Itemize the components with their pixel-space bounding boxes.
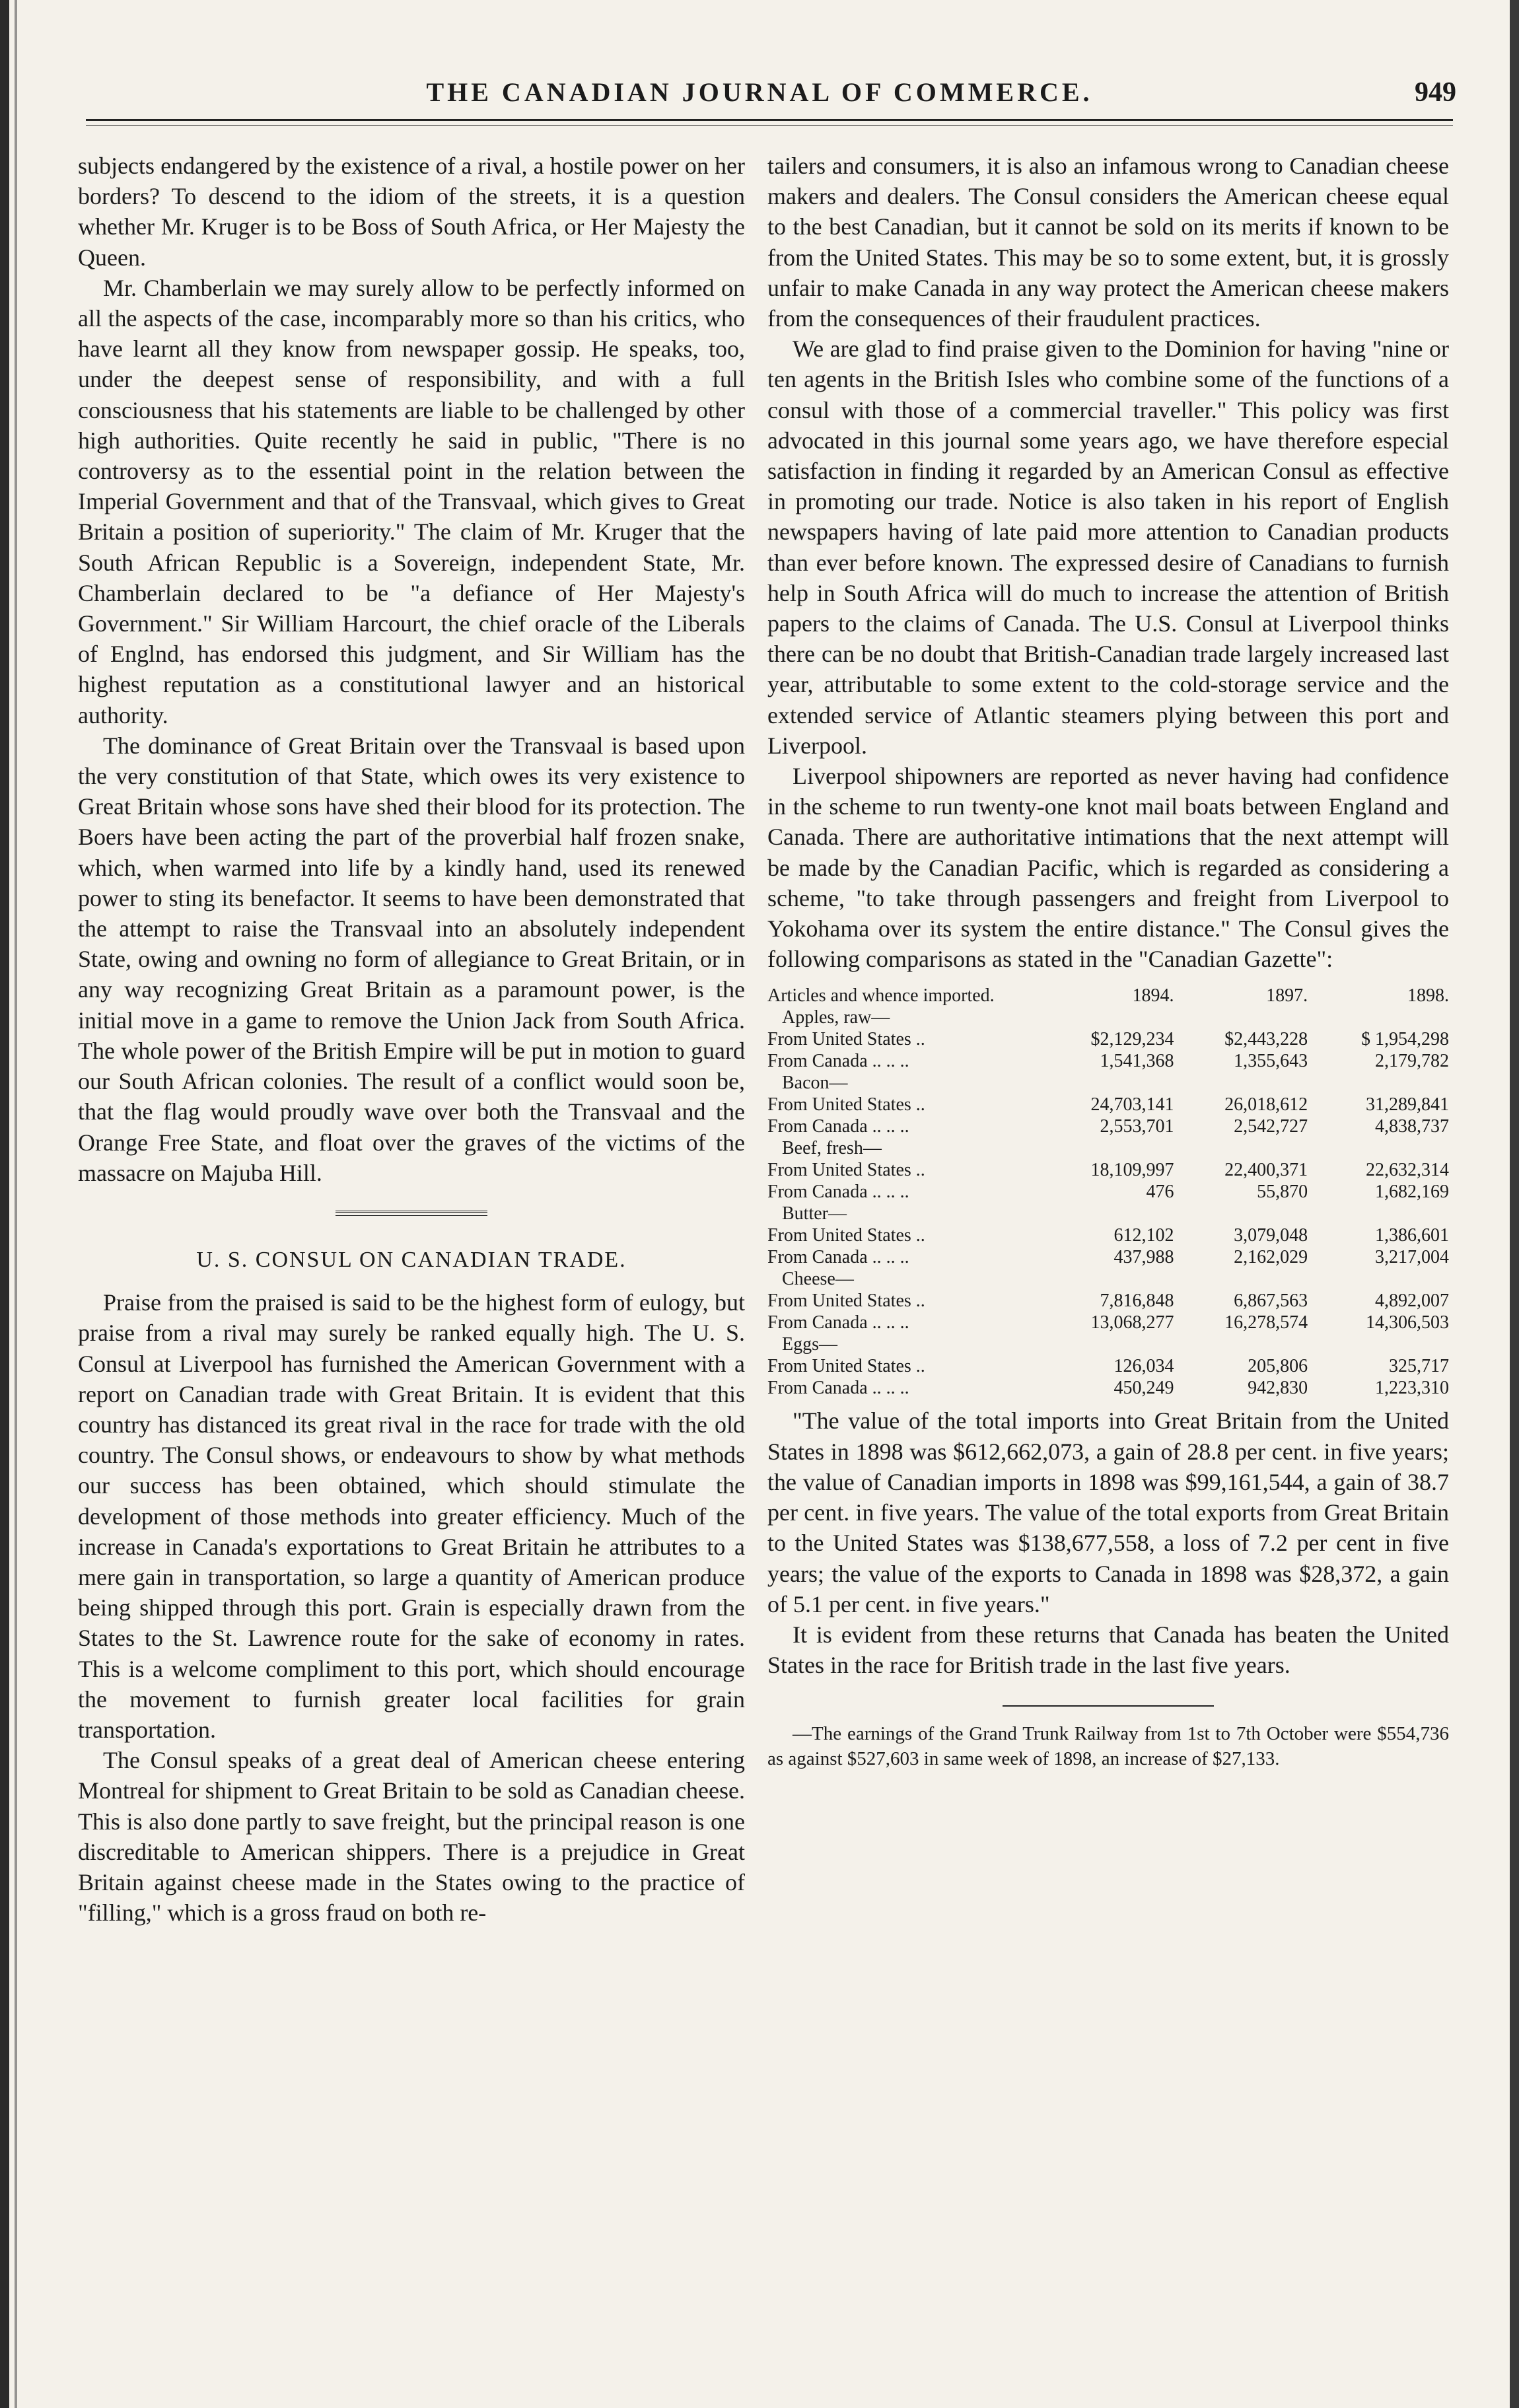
table-row xyxy=(767,1246,1449,1268)
article-paragraph: Praise from the praised is said to be the highest form of eulogy, but praise from a rival may surely be ranked equally high. The U. S. Consul at Liverpool has furnished the American Government with a report on Canadian trade with Great Britain. It is evident that this country has distanced its great rival in the race for trade with the old country. The Consul shows, or endeavours to show by what methods our success has been obtained, which should stimulate the development of those methods into greater efficiency. Much of the increase in Canada's exportations to Great Britain he attributes to a mere gain in transportation, so large a quantity of American produce being shipped through this port. Grain is especially drawn from the States to the St. Lawrence route for the sake of economy in rates. This is a welcome compliment to this port, which should encourage the movement to furnish greater local facilities for grain transportation. xyxy=(78,1289,745,1743)
trade-comparison-table xyxy=(767,985,1449,1399)
article-paragraph: The Consul speaks of a great deal of American cheese entering Montreal for shipment to Great Britain to be sold as Canadian cheese. This is also done partly to save freight, but the principal reason is one discreditable to American shippers. There is a prejudice in Great Britain against cheese made in the States owing to the practice of "filling," which is a gross fraud on both re- xyxy=(78,1747,745,1927)
table-row xyxy=(767,1159,1449,1181)
article-paragraph: Mr. Chamberlain we may surely allow to be perfectly informed on all the aspects of the case, incomparably more so than his critics, who have learnt all they know from newspaper gossip. He speaks, too, under the deepest sense of responsibility, and with a full consciousness that his statements are liable to be challenged by other high authorities. Quite recently he said in public, "There is no controversy as to the essential point in the relation between the Imperial Government and that of the Transvaal, which gives to Great Britain a position of superiority." The claim of Mr. Kruger that the South African Republic is a Sovereign, independent State, Mr. Chamberlain declared to be "a defiance of Her Majesty's Government." Sir William Harcourt, the chief oracle of the Liberals of Englnd, has endorsed this judgment, and Sir William has the highest reputation as a constitutional lawyer and an historical authority. xyxy=(78,274,745,728)
table-row xyxy=(767,1224,1449,1246)
table-cell: 22,632,314 xyxy=(1366,1160,1449,1181)
page-header xyxy=(0,77,1519,123)
table-category: Bacon— xyxy=(782,1073,848,1094)
table-row-label: From United States .. xyxy=(767,1356,925,1377)
table-cell: 22,400,371 xyxy=(1224,1160,1308,1181)
article-paragraph: It is evident from these returns that Canada has beaten the United States in the race for British trade in the last five years. xyxy=(767,1621,1449,1679)
table-row-label: From Canada .. .. .. xyxy=(767,1312,909,1333)
footnote: —The earnings of the Grand Trunk Railway from 1st to 7th October were $554,736 as against $527,603 in same week of 1898, an increase of $27,133. xyxy=(767,1723,1449,1770)
table-cell: $ 1,954,298 xyxy=(1361,1029,1449,1050)
table-row-label: From Canada .. .. .. xyxy=(767,1051,909,1072)
table-category: Butter— xyxy=(782,1203,847,1224)
table-category: Beef, fresh— xyxy=(782,1138,882,1159)
table-header: 1898. xyxy=(1407,985,1449,1007)
section-divider xyxy=(336,1211,487,1216)
table-category: Cheese— xyxy=(782,1269,854,1290)
table-cell: 2,179,782 xyxy=(1375,1051,1449,1072)
table-row-label: From United States .. xyxy=(767,1291,925,1312)
table-cell: 3,079,048 xyxy=(1234,1225,1308,1246)
table-row xyxy=(767,1050,1449,1072)
table-cell: 2,553,701 xyxy=(1100,1116,1174,1137)
table-cell: 612,102 xyxy=(1113,1225,1174,1246)
article-paragraph: The dominance of Great Britain over the Transvaal is based upon the very constitution of that State, which owes its very existence to Great Britain whose sons have shed their blood for its protection. The Boers have been acting the part of the proverbial half frozen snake, which, when warmed into life by a kindly hand, used its renewed power to sting its benefactor. It seems to have been demonstrated that the attempt to raise the Transvaal into an absolutely independent State, owing and owning no form of allegiance to Great Britain, or in any way recognizing Great Britain as a paramount power, is the initial move in a game to remove the Union Jack from South Africa. The whole power of the British Empire will be put in motion to guard our South African colonies. The result of a conflict would soon be, that the flag would proudly wave over both the Transvaal and the Orange Free State, and float over the graves of the victims of the massacre on Majuba Hill. xyxy=(78,732,745,1186)
article-paragraph: "The value of the total imports into Great Britain from the United States in 1898 was $612,662,073, a gain of 28.8 per cent. in five years; the value of Canadian imports in 1898 was $99,161,544, a gain of 38.7 per cent. in five years. The value of the total exports from Great Britain to the United States was $138,677,558, a loss of 7.2 per cent in five years; the value of the exports to Canada in 1898 was $28,372, a gain of 5.1 per cent. in five years." xyxy=(767,1407,1449,1617)
table-category-row xyxy=(767,1268,1449,1290)
table-row xyxy=(767,1377,1449,1399)
table-category: Apples, raw— xyxy=(782,1007,890,1028)
table-cell: 4,838,737 xyxy=(1375,1116,1449,1137)
header-rule xyxy=(86,119,1453,121)
table-cell: 450,249 xyxy=(1113,1378,1174,1399)
table-cell: 18,109,997 xyxy=(1090,1160,1174,1181)
table-category-row xyxy=(767,1072,1449,1094)
table-cell: 1,223,310 xyxy=(1375,1378,1449,1399)
table-row-label: From Canada .. .. .. xyxy=(767,1378,909,1399)
journal-title: THE CANADIAN JOURNAL OF COMMERCE. xyxy=(426,77,1093,107)
table-row xyxy=(767,1181,1449,1203)
table-row-label: From Canada .. .. .. xyxy=(767,1116,909,1137)
table-category-row xyxy=(767,1007,1449,1028)
table-row xyxy=(767,1355,1449,1377)
table-row xyxy=(767,1312,1449,1333)
table-cell: 476 xyxy=(1146,1182,1174,1203)
table-cell: 31,289,841 xyxy=(1366,1094,1449,1115)
table-category: Eggs— xyxy=(782,1334,837,1355)
article-paragraph: We are glad to find praise given to the Dominion for having "nine or ten agents in the British Isles who combine some of the functions of a consul with those of a commercial traveller." This policy was first advocated in this journal some years ago, we have therefore especial satisfaction in finding it regarded by an American Consul as effective in promoting our trade. Notice is also taken in his report of English newspapers having of late paid more attention to Canadian products than ever before known. The expressed desire of Canadians to furnish help in South Africa will do much to increase the attention of British papers to the claims of Canada. The U.S. Consul at Liverpool thinks there can be no doubt that British-Canadian trade largely increased last year, attributable to some extent to the cold-storage service and the extended service of Atlantic steamers plying between this port and Liverpool. xyxy=(767,336,1449,759)
table-cell: 4,892,007 xyxy=(1375,1291,1449,1312)
page-edge-shadow-right xyxy=(1510,0,1519,2408)
table-cell: 24,703,141 xyxy=(1090,1094,1174,1115)
table-cell: 1,682,169 xyxy=(1375,1182,1449,1203)
table-row xyxy=(767,1028,1449,1050)
table-row xyxy=(767,1094,1449,1115)
page-edge-line xyxy=(15,0,17,2408)
page-edge-shadow xyxy=(0,0,9,2408)
page-number: 949 xyxy=(1415,77,1456,108)
table-cell: 2,542,727 xyxy=(1234,1116,1308,1137)
table-header: 1894. xyxy=(1132,985,1174,1007)
table-header: 1897. xyxy=(1266,985,1308,1007)
article-paragraph: tailers and consumers, it is also an infamous wrong to Canadian cheese makers and dealers. The Consul considers the American cheese equal to the best Canadian, but it cannot be sold on its merits if known to be from the United States. This may be so to some extent, but, it is grossly unfair to make Canada in any way protect the American cheese makers from the consequences of their fraudulent practices. xyxy=(767,153,1449,332)
table-row-label: From United States .. xyxy=(767,1029,925,1050)
footnote-divider xyxy=(1003,1705,1214,1707)
table-cell: 205,806 xyxy=(1248,1356,1308,1377)
article-paragraph: subjects endangered by the existence of a rival, a hostile power on her borders? To descend to the idiom of the streets, it is a question whether Mr. Kruger is to be Boss of South Africa, or Her Majesty the Queen. xyxy=(78,153,745,271)
table-header-row xyxy=(767,985,1449,1007)
table-row-label: From United States .. xyxy=(767,1225,925,1246)
table-category-row xyxy=(767,1203,1449,1224)
table-cell: 1,386,601 xyxy=(1375,1225,1449,1246)
table-header: Articles and whence imported. xyxy=(767,985,995,1007)
table-row xyxy=(767,1290,1449,1312)
table-row-label: From Canada .. .. .. xyxy=(767,1247,909,1268)
table-row xyxy=(767,1115,1449,1137)
table-cell: $2,443,228 xyxy=(1224,1029,1308,1050)
section-heading: U. S. CONSUL ON CANADIAN TRADE. xyxy=(196,1247,627,1272)
table-row-label: From Canada .. .. .. xyxy=(767,1182,909,1203)
table-cell: 942,830 xyxy=(1248,1378,1308,1399)
table-body xyxy=(767,1007,1449,1399)
table-cell: 14,306,503 xyxy=(1366,1312,1449,1333)
table-cell: 55,870 xyxy=(1257,1182,1308,1203)
right-column xyxy=(767,151,1449,1771)
table-category-row xyxy=(767,1333,1449,1355)
article-paragraph: Liverpool shipowners are reported as never having had confidence in the scheme to run twenty-one knot mail boats between England and Canada. There are authoritative intimations that the next attempt will be made by the Canadian Pacific, which is regarded as considering a scheme, "to take through passengers and freight from Liverpool to Yokohama over its system the entire distance." The Consul gives the following comparisons as stated in the "Canadian Gazette": xyxy=(767,763,1449,973)
table-cell: 6,867,563 xyxy=(1234,1291,1308,1312)
table-cell: 16,278,574 xyxy=(1224,1312,1308,1333)
table-category-row xyxy=(767,1137,1449,1159)
table-row-label: From United States .. xyxy=(767,1160,925,1181)
table-cell: 1,541,368 xyxy=(1100,1051,1174,1072)
table-cell: 3,217,004 xyxy=(1375,1247,1449,1268)
table-row-label: From United States .. xyxy=(767,1094,925,1115)
table-cell: 126,034 xyxy=(1113,1356,1174,1377)
table-cell: 325,717 xyxy=(1389,1356,1449,1377)
table-cell: 13,068,277 xyxy=(1090,1312,1174,1333)
left-column xyxy=(78,151,745,1928)
table-cell: 1,355,643 xyxy=(1234,1051,1308,1072)
table-cell: 437,988 xyxy=(1113,1247,1174,1268)
table-cell: 26,018,612 xyxy=(1224,1094,1308,1115)
header-rule-thin xyxy=(86,125,1453,126)
table-cell: 7,816,848 xyxy=(1100,1291,1174,1312)
table-cell: 2,162,029 xyxy=(1234,1247,1308,1268)
table-cell: $2,129,234 xyxy=(1090,1029,1174,1050)
